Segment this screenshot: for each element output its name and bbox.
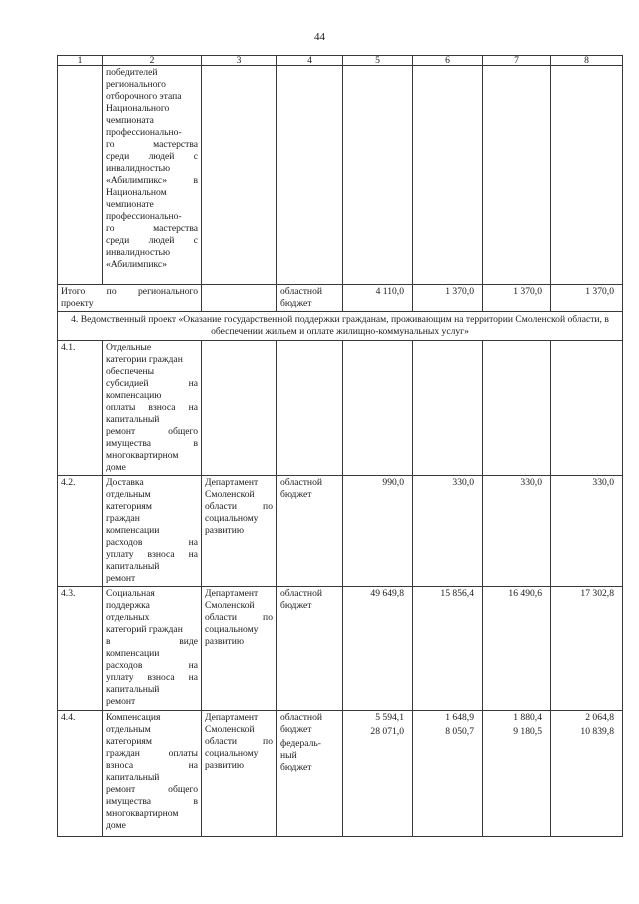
amount-value: 10 839,8 — [580, 726, 614, 737]
column-number: 7 — [483, 56, 551, 66]
activity-name-line: категориям — [106, 501, 152, 512]
amount-value: 2 064,8 — [585, 712, 614, 723]
source-cell — [277, 587, 343, 711]
activity-name-line: регионального — [106, 79, 166, 90]
activity-name-line: ремонт — [106, 573, 136, 584]
budget-table — [57, 55, 623, 837]
funding-source — [280, 738, 339, 774]
department-line: Департамент — [205, 588, 259, 599]
amount-value: 8 050,7 — [445, 726, 474, 737]
activity-name-line: отборочного этапа — [106, 91, 182, 102]
amount-cell — [413, 587, 483, 711]
amount-cell — [551, 341, 623, 476]
table-row — [58, 711, 623, 837]
activity-name-line: отдельным — [106, 489, 151, 500]
department-line: развитию — [205, 525, 245, 536]
funding-source — [280, 477, 339, 501]
amount-value: 49 649,8 — [370, 588, 404, 599]
amount-value: 330,0 — [452, 477, 474, 488]
amount-value: 15 856,4 — [440, 588, 474, 599]
department-line: области по — [205, 501, 273, 512]
activity-name-line: победителей — [106, 67, 158, 78]
section-title: 4. Ведомственный проект «Оказание государственной поддержки гражданам, проживающим на территории Смоленской области, в обеспечении жильем и оплате жилищно-коммунальных услуг» — [58, 312, 623, 341]
amount-cell — [483, 476, 551, 587]
activity-name-cell — [103, 66, 202, 285]
source-cell — [277, 476, 343, 587]
activity-name-line: имущества в — [106, 796, 198, 807]
total-amount-col5: 4 110,0 — [343, 285, 413, 312]
amount-value: 28 071,0 — [370, 726, 404, 737]
total-amount-col8: 1 370,0 — [551, 285, 623, 312]
section-row — [58, 312, 623, 341]
amount-value: 5 594,1 — [375, 712, 404, 723]
amount-cell — [343, 587, 413, 711]
activity-name-line: го мастерства — [106, 139, 198, 150]
column-number: 6 — [413, 56, 483, 66]
amount-value: 17 302,8 — [580, 588, 614, 599]
department-line: области по — [205, 612, 273, 623]
activity-name-line: капитальный — [106, 414, 160, 425]
amount-cell — [343, 476, 413, 587]
column-number: 8 — [551, 56, 623, 66]
funding-source-line: областной — [280, 712, 323, 723]
funding-source-line: федераль- — [280, 738, 321, 749]
source-cell — [277, 341, 343, 476]
activity-name-line: ремонт общего — [106, 426, 198, 437]
activity-name-line: «Абилимпикс» — [106, 259, 167, 270]
column-number: 3 — [202, 56, 277, 66]
activity-name-line: Отдельные — [106, 342, 152, 353]
activity-name-cell — [103, 341, 202, 476]
amount-value: 9 180,5 — [513, 726, 542, 737]
amount-cell — [551, 711, 623, 837]
activity-name-line: взноса на — [106, 760, 198, 771]
department-line: Смоленской — [205, 724, 255, 735]
amount-cell — [343, 341, 413, 476]
activity-name-line: компенсации — [106, 648, 160, 659]
activity-name-line: профессионально- — [106, 211, 182, 222]
activity-name-line: чемпионате — [106, 199, 154, 210]
activity-name-line: расходов на — [106, 660, 198, 671]
amount-cell — [413, 711, 483, 837]
column-number: 5 — [343, 56, 413, 66]
activity-name-line: граждан оплаты — [106, 748, 198, 759]
amount-value: 1 880,4 — [513, 712, 542, 723]
activity-name-line: отдельным — [106, 724, 151, 735]
source-cell — [277, 66, 343, 285]
activity-name-line: поддержка — [106, 600, 150, 611]
activity-name-line: категории граждан — [106, 354, 183, 365]
department-line: Департамент — [205, 712, 259, 723]
activity-name-cell — [103, 711, 202, 837]
activity-name-line: категориям — [106, 736, 152, 747]
activity-name-line: ремонт — [106, 696, 136, 707]
activity-name-line: профессионально- — [106, 127, 182, 138]
row-number-cell: 4.1. — [58, 341, 103, 476]
activity-name-line: Доставка — [106, 477, 144, 488]
amount-value: 16 490,6 — [508, 588, 542, 599]
activity-name-line: оплаты взноса на — [106, 402, 198, 413]
activity-name-line: среди людей с — [106, 151, 198, 162]
row-number-cell: 4.4. — [58, 711, 103, 837]
amount-cell — [413, 341, 483, 476]
row-number-cell — [58, 66, 103, 285]
department-cell — [202, 341, 277, 476]
amount-cell — [483, 341, 551, 476]
department-cell — [202, 587, 277, 711]
activity-name-line: капитальный — [106, 684, 160, 695]
activity-name-line: уплату взноса на — [106, 549, 198, 560]
funding-source-line: бюджет — [280, 489, 312, 500]
activity-name-line: имущества в — [106, 438, 198, 449]
department-line: социальному — [205, 748, 259, 759]
activity-name-line: доме — [106, 820, 126, 831]
activity-name-line: «Абилимпикс» в — [106, 175, 198, 186]
row-number-cell: 4.3. — [58, 587, 103, 711]
activity-name-cell — [103, 587, 202, 711]
amount-cell — [551, 476, 623, 587]
activity-name-line: многоквартирном — [106, 808, 179, 819]
total-row — [58, 285, 623, 312]
department-cell — [202, 476, 277, 587]
total-label-line: Итого по регионального — [61, 286, 198, 297]
amount-cell — [343, 66, 413, 285]
activity-name-line: Национального — [106, 103, 170, 114]
activity-name-line: Национальном — [106, 187, 167, 198]
table-row — [58, 587, 623, 711]
activity-name-line: доме — [106, 462, 126, 473]
department-line: Смоленской — [205, 600, 255, 611]
table-row — [58, 341, 623, 476]
source-cell — [277, 711, 343, 837]
column-number: 4 — [277, 56, 343, 66]
total-label — [58, 285, 202, 312]
department-cell — [202, 66, 277, 285]
department-line: Департамент — [205, 477, 259, 488]
amount-cell — [413, 66, 483, 285]
amount-value: 1 648,9 — [445, 712, 474, 723]
funding-source-line: областной — [280, 588, 323, 599]
activity-name-line: обеспечены — [106, 366, 155, 377]
activity-name-line: субсидией на — [106, 378, 198, 389]
department-line: Смоленской — [205, 489, 255, 500]
column-number: 1 — [58, 56, 103, 66]
amount-value: 330,0 — [520, 477, 542, 488]
continuation-row — [58, 66, 623, 285]
activity-name-line: компенсации — [106, 525, 160, 536]
department-line: развитию — [205, 636, 245, 647]
department-line: области по — [205, 736, 273, 747]
activity-name-line: отдельных — [106, 612, 150, 623]
amount-cell — [483, 66, 551, 285]
department-line: развитию — [205, 760, 245, 771]
total-amount-col7: 1 370,0 — [483, 285, 551, 312]
amount-cell — [413, 476, 483, 587]
source-line: бюджет — [280, 298, 312, 309]
funding-source — [280, 588, 339, 612]
activity-name-line: капитальный — [106, 561, 160, 572]
funding-source-line: бюджет — [280, 600, 312, 611]
activity-name-cell — [103, 476, 202, 587]
source-cell — [277, 285, 343, 312]
row-number-cell: 4.2. — [58, 476, 103, 587]
funding-source-line: ный — [280, 750, 297, 761]
activity-name-line: инвалидностью — [106, 163, 170, 174]
activity-name-line: расходов на — [106, 537, 198, 548]
activity-name-line: компенсацию — [106, 390, 162, 401]
funding-source — [280, 712, 339, 736]
department-line: социальному — [205, 513, 259, 524]
activity-name-line: ремонт общего — [106, 784, 198, 795]
total-label-line: проекту — [61, 298, 94, 309]
amount-cell — [551, 587, 623, 711]
activity-name-line: капитальный — [106, 772, 160, 783]
amount-cell — [483, 711, 551, 837]
activity-name-line: граждан — [106, 513, 140, 524]
department-cell — [202, 711, 277, 837]
activity-name-line: го мастерства — [106, 223, 198, 234]
amount-cell — [483, 587, 551, 711]
source-line: областной — [280, 286, 323, 297]
activity-name-line: инвалидностью — [106, 247, 170, 258]
activity-name-line: чемпионата — [106, 115, 154, 126]
activity-name-line: среди людей с — [106, 235, 198, 246]
column-number: 2 — [103, 56, 202, 66]
page-number: 44 — [314, 31, 325, 43]
funding-source-line: бюджет — [280, 724, 312, 735]
department-line: социальному — [205, 624, 259, 635]
funding-source-line: бюджет — [280, 762, 312, 773]
activity-name-line: в виде — [106, 636, 198, 647]
column-number-row — [58, 56, 623, 66]
activity-name-line: Компенсация — [106, 712, 161, 723]
table-row — [58, 476, 623, 587]
activity-name-line: Социальная — [106, 588, 155, 599]
activity-name-line: уплату взноса на — [106, 672, 198, 683]
amount-cell — [343, 711, 413, 837]
activity-name-line: многоквартирном — [106, 450, 179, 461]
department-cell — [202, 285, 277, 312]
activity-name-line: категорий граждан — [106, 624, 183, 635]
amount-value: 330,0 — [592, 477, 614, 488]
amount-cell — [551, 66, 623, 285]
funding-source-line: областной — [280, 477, 323, 488]
total-amount-col6: 1 370,0 — [413, 285, 483, 312]
amount-value: 990,0 — [382, 477, 404, 488]
